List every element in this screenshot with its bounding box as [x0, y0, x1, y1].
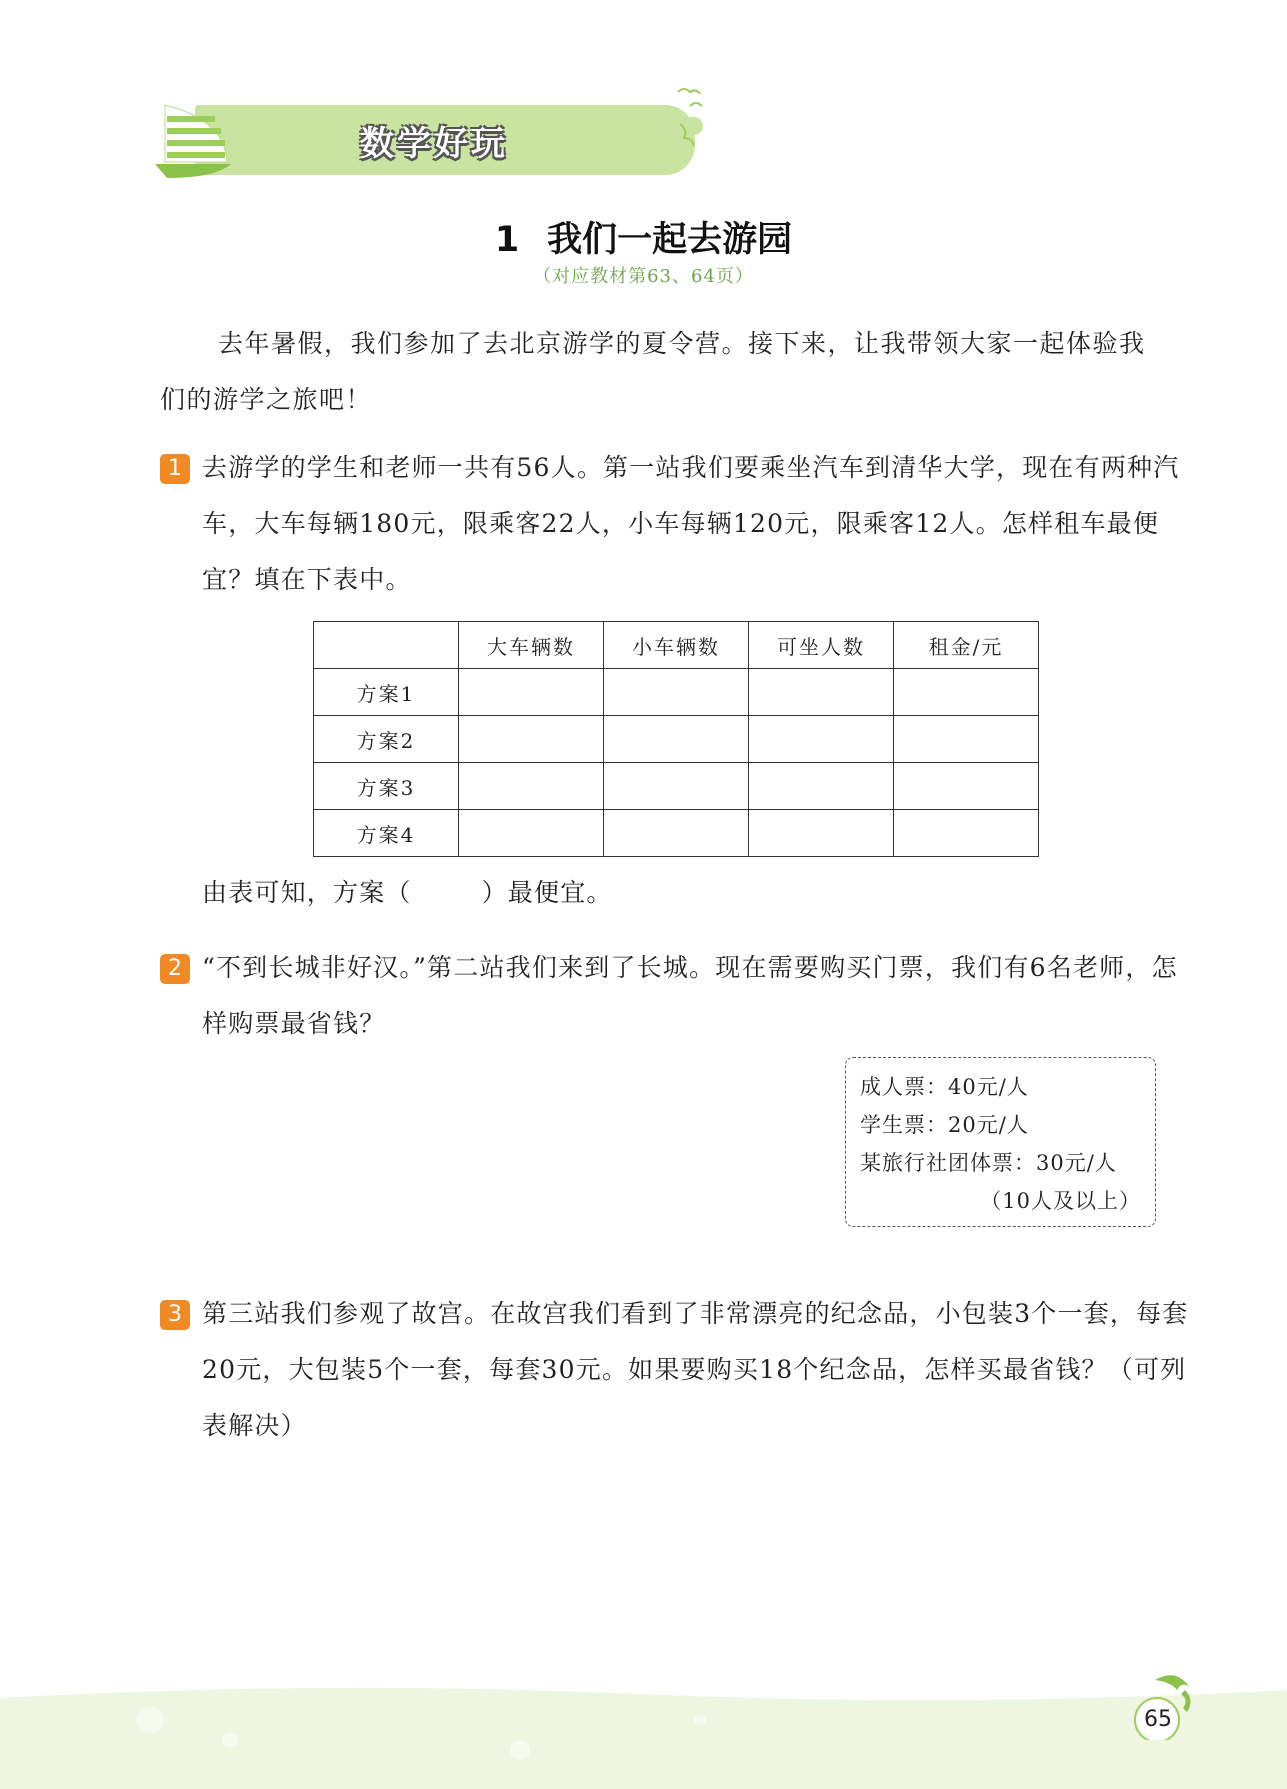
- table-header-row: [314, 622, 1039, 669]
- student-price: 学生票：20元/人: [860, 1113, 1029, 1137]
- table-row: [314, 810, 1039, 857]
- table-header: [314, 622, 459, 669]
- table-header: 大车辆数: [459, 622, 604, 669]
- group-price: 某旅行社团体票：30元/人: [860, 1151, 1117, 1175]
- answer-cell[interactable]: [749, 810, 894, 857]
- answer-cell[interactable]: [604, 669, 749, 716]
- sailboat-icon: [155, 100, 235, 180]
- answer-cell[interactable]: [459, 810, 604, 857]
- answer-cell[interactable]: [894, 763, 1039, 810]
- rental-plan-table: [313, 621, 1039, 857]
- table-header: 租金/元: [894, 622, 1039, 669]
- table-row: [314, 716, 1039, 763]
- row-label: 方案1: [314, 669, 459, 716]
- answer-cell[interactable]: [604, 763, 749, 810]
- ticket-price-box: [845, 1057, 1156, 1227]
- conclusion-before: 由表可知，方案（: [202, 878, 412, 907]
- answer-cell[interactable]: [459, 669, 604, 716]
- answer-cell[interactable]: [459, 716, 604, 763]
- answer-cell[interactable]: [749, 763, 894, 810]
- question-badge: 2: [160, 954, 190, 984]
- page-number: 65: [1144, 1707, 1172, 1732]
- row-label: 方案2: [314, 716, 459, 763]
- answer-cell[interactable]: [749, 669, 894, 716]
- question-text: 第三站我们参观了故宫。在故宫我们看到了非常漂亮的纪念品，小包装3个一套，每套20元，大包装5个一套，每套30元。如果要购买18个纪念品，怎样买最省钱？（可列表解决）: [202, 1299, 1189, 1440]
- adult-price: 成人票：40元/人: [860, 1075, 1029, 1099]
- answer-cell[interactable]: [894, 669, 1039, 716]
- question-text: “不到长城非好汉。”第二站我们来到了长城。现在需要购买门票，我们有6名老师，怎样购票最省钱？: [202, 953, 1178, 1038]
- answer-cell[interactable]: [749, 716, 894, 763]
- table-header: 小车辆数: [604, 622, 749, 669]
- answer-cell[interactable]: [894, 716, 1039, 763]
- banner-title: 数学好玩: [360, 124, 508, 164]
- lesson-number: 1: [494, 220, 520, 260]
- birds-icon: [660, 84, 720, 154]
- question-badge: 3: [160, 1300, 190, 1330]
- group-note: （10人及以上）: [980, 1189, 1141, 1213]
- lesson-subtitle: （对应教材第63、64页）: [533, 266, 754, 287]
- row-label: 方案4: [314, 810, 459, 857]
- lesson-title-text: 我们一起去游园: [547, 220, 793, 260]
- section-banner: [155, 100, 715, 180]
- table-header: 可坐人数: [749, 622, 894, 669]
- answer-cell[interactable]: [604, 716, 749, 763]
- question-badge: 1: [160, 454, 190, 484]
- lesson-title: [0, 212, 1287, 262]
- conclusion-line: [202, 873, 613, 909]
- intro-paragraph: 去年暑假，我们参加了去北京游学的夏令营。接下来，让我带领大家一起体验我们的游学之旅吧！: [160, 329, 1146, 414]
- row-label: 方案3: [314, 763, 459, 810]
- footer-wave: [0, 1680, 1287, 1789]
- answer-cell[interactable]: [604, 810, 749, 857]
- answer-cell[interactable]: [894, 810, 1039, 857]
- table-row: [314, 669, 1039, 716]
- question-text: 去游学的学生和老师一共有56人。第一站我们要乘坐汽车到清华大学，现在有两种汽车，大车每辆180元，限乘客22人，小车每辆120元，限乘客12人。怎样租车最便宜？填在下表中。: [202, 453, 1180, 594]
- answer-cell[interactable]: [459, 763, 604, 810]
- conclusion-after: ）最便宜。: [481, 878, 613, 907]
- table-row: [314, 763, 1039, 810]
